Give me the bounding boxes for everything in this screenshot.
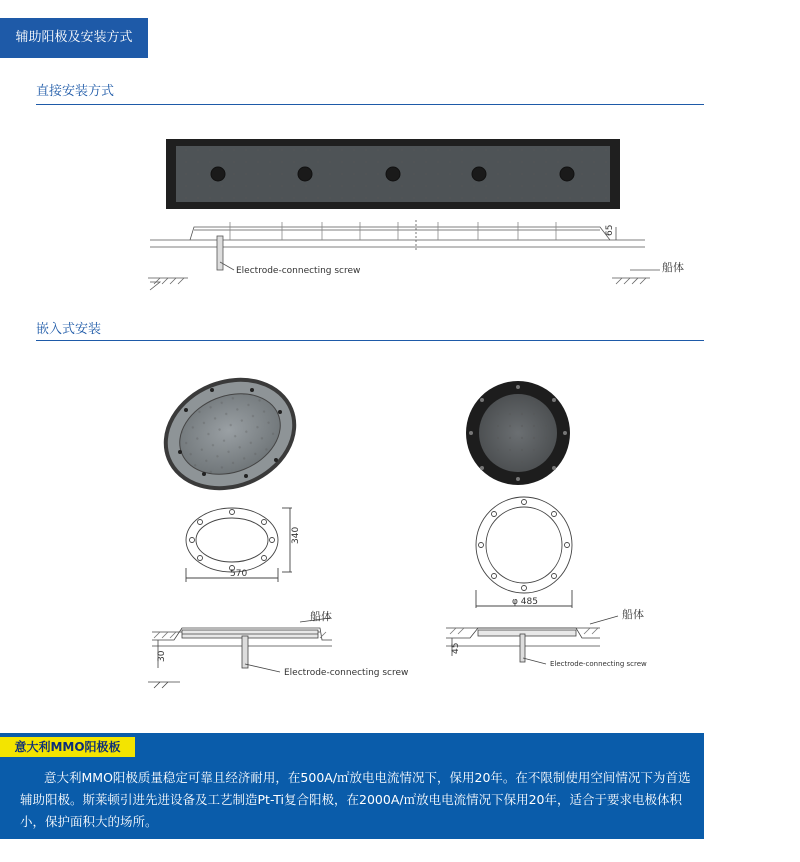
direct-mount-section — [148, 220, 660, 290]
dim-340: 340 — [291, 526, 301, 544]
anode-bar-photo — [166, 139, 620, 209]
electrode-screw-label-3: Electrode-connecting screw — [550, 660, 647, 668]
electrode-screw-label-2: Electrode-connecting screw — [284, 668, 409, 678]
dim-30: 30 — [157, 650, 167, 662]
dim-570: 570 — [230, 569, 248, 579]
hull-label-2: 船体 — [310, 610, 332, 623]
dim-45: 45 — [451, 642, 461, 654]
round-anode-photo — [466, 381, 570, 485]
dim-485: φ 485 — [512, 597, 538, 607]
electrode-screw-label-1: Electrode-connecting screw — [236, 266, 361, 276]
header-tab: 辅助阳极及安装方式 — [0, 18, 148, 58]
hull-label-1: 船体 — [662, 261, 684, 274]
dim-65: 65 — [605, 224, 615, 236]
round-anode-drawing — [476, 497, 572, 608]
elliptical-anode-photo — [149, 361, 310, 507]
hull-label-3: 船体 — [622, 608, 644, 621]
section-title-embedded: 嵌入式安装 — [36, 322, 102, 337]
info-tag: 意大利MMO阳极板 — [0, 737, 135, 757]
embedded-section-right — [446, 616, 618, 664]
info-body: 意大利MMO阳极质量稳定可靠且经济耐用，在500A/㎡放电电流情况下，保用20年。在不限制使用空间情况下为首选辅助阳极。斯莱顿引进先进设备及工艺制造Pt-Ti复合阳极，在2000A/㎡放电电流情况下保用20年，适合于要求电极体积小，保护面积大的场所。 — [20, 770, 691, 829]
section-title-direct: 直接安装方式 — [36, 84, 115, 99]
